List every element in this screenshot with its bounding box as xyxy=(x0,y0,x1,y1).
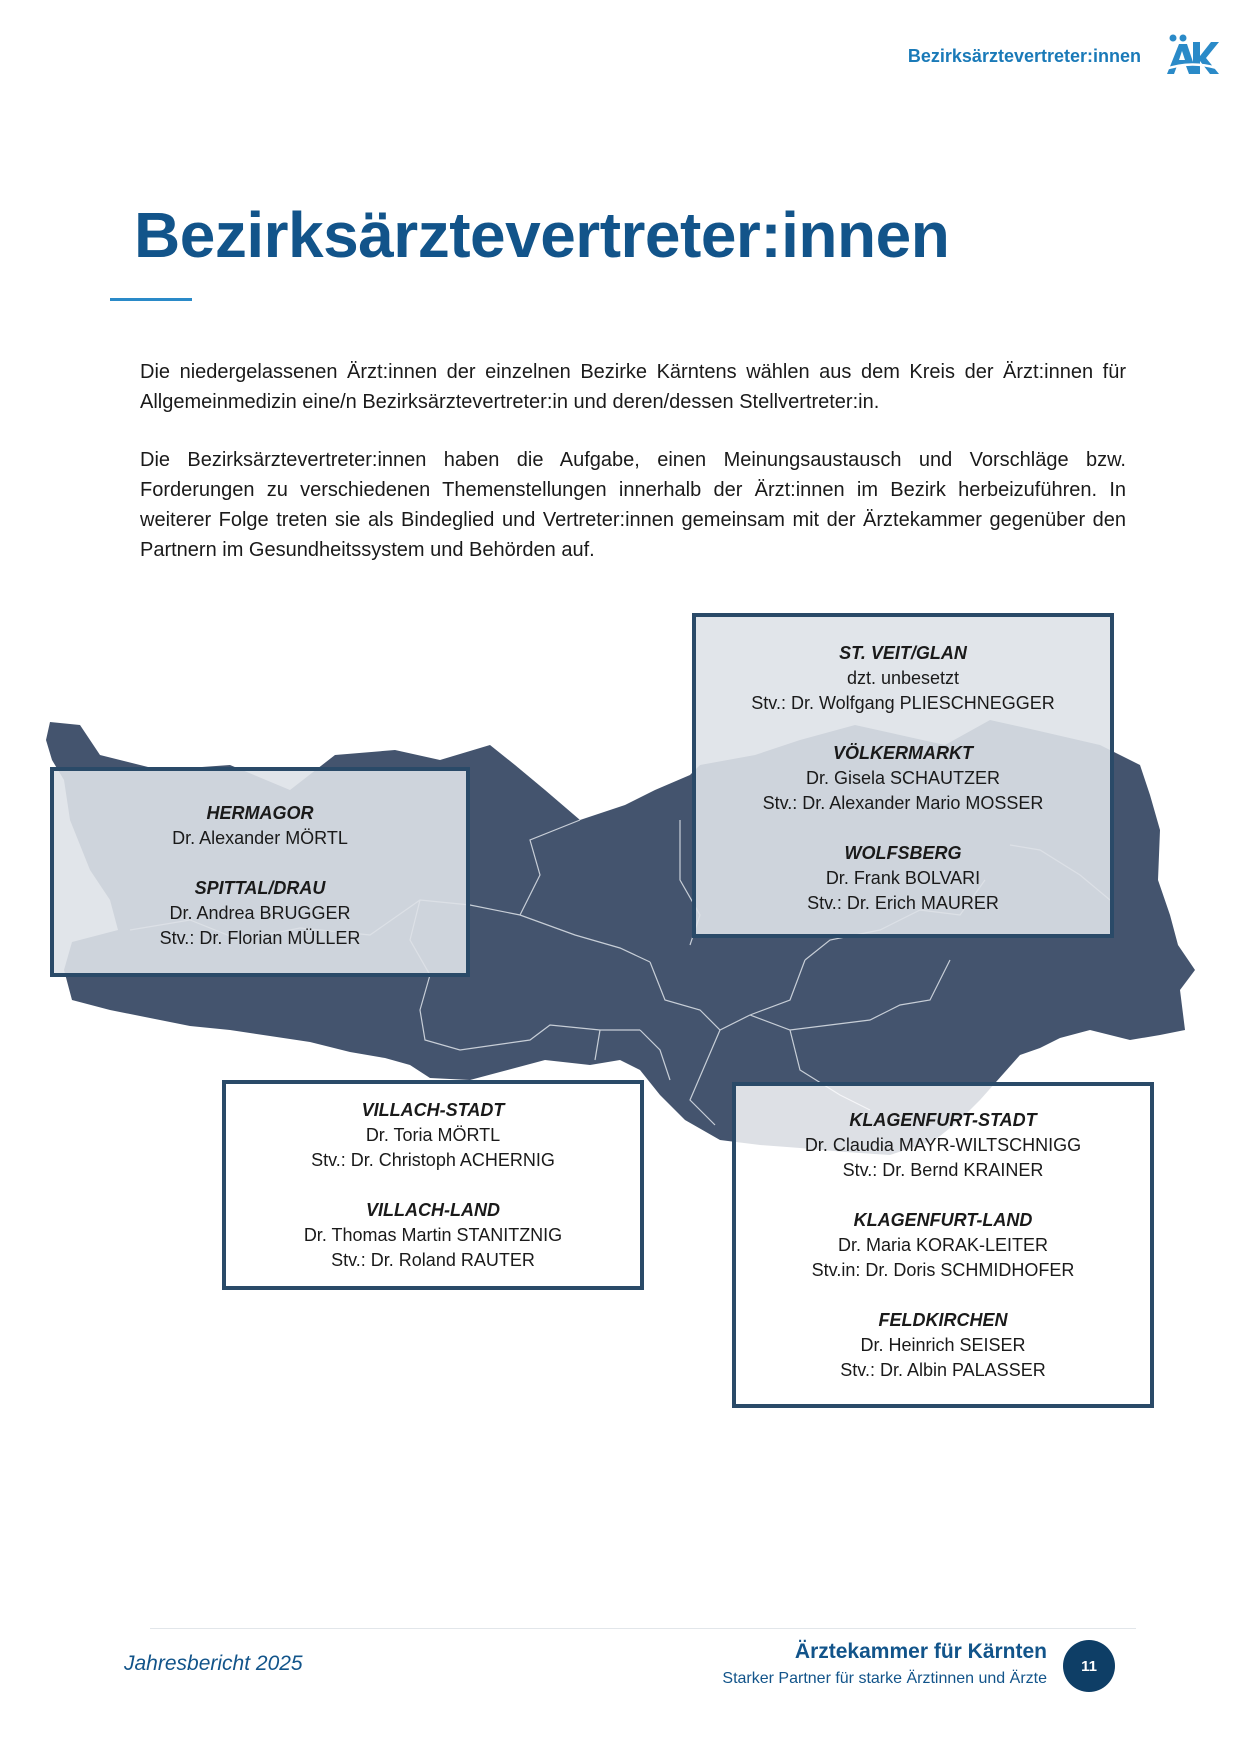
district-representative: Dr. Gisela SCHAUTZER xyxy=(805,768,1001,788)
district-entry xyxy=(226,1198,640,1273)
district-representative: Dr. Maria KORAK-LEITER xyxy=(837,1235,1049,1255)
page-title: Bezirksärztevertreter:innen xyxy=(134,199,950,271)
district-representative: Stv.: Dr. Christoph ACHERNIG xyxy=(311,1150,555,1170)
district-entry xyxy=(736,1308,1150,1383)
district-representative: Dr. Thomas Martin STANITZNIG xyxy=(303,1225,563,1245)
district-representative: Dr. Andrea BRUGGER xyxy=(169,903,351,923)
footer-report-title: Jahresbericht 2025 xyxy=(124,1652,303,1675)
district-name: KLAGENFURT-STADT xyxy=(849,1110,1037,1130)
district-representative: dzt. unbesetzt xyxy=(846,668,960,688)
district-representative: Stv.: Dr. Bernd KRAINER xyxy=(842,1160,1044,1180)
running-header-title: Bezirksärztevertreter:innen xyxy=(907,46,1141,66)
district-representative: Stv.: Dr. Albin PALASSER xyxy=(840,1360,1046,1380)
district-name: ST. VEIT/GLAN xyxy=(839,643,967,663)
title-underline xyxy=(110,298,192,301)
district-representative: Dr. Heinrich SEISER xyxy=(860,1335,1026,1355)
aerztekammer-logo xyxy=(1159,30,1219,80)
page-number: 11 xyxy=(1063,1640,1115,1692)
box-northwest xyxy=(50,767,470,977)
district-entry xyxy=(736,1208,1150,1283)
district-entry xyxy=(54,801,466,851)
district-name: WOLFSBERG xyxy=(844,843,962,863)
district-name: VÖLKERMARKT xyxy=(833,743,973,763)
district-entry xyxy=(696,641,1110,716)
intro-text xyxy=(140,357,1126,593)
district-representative: Stv.: Dr. Wolfgang PLIESCHNEGGER xyxy=(751,693,1055,713)
district-representative: Dr. Claudia MAYR-WILTSCHNIGG xyxy=(804,1135,1082,1155)
district-representative: Dr. Alexander MÖRTL xyxy=(172,828,348,848)
intro-paragraph-2: Die Bezirksärztevertreter:innen haben die Aufgabe, einen Meinungsaustausch und Vorschläge bzw. Forderungen zu verschiedenen Themenstellungen innerhalb der Ärzt:innen im Bezirk herbeizuführen. In weiterer Folge treten sie als Bindeglied und Vertreter:innen gemeinsam mit der Ärztekammer gegenüber den Partnern im Gesundheitssystem und Behörden auf. xyxy=(140,449,1126,561)
intro-paragraph-1: Die niedergelassenen Ärzt:innen der einzelnen Bezirke Kärntens wählen aus dem Kreis der Ärzt:innen für Allgemeinmedizin eine/n Bezirksärztevertreter:in und deren/dessen Stellvertreter:in. xyxy=(140,361,1126,413)
box-southwest xyxy=(222,1080,644,1290)
district-name: HERMAGOR xyxy=(206,803,314,823)
district-representative: Stv.in: Dr. Doris SCHMIDHOFER xyxy=(811,1260,1075,1280)
logo-text: ÄK xyxy=(1159,30,1161,31)
footer-organization: Ärztekammer für Kärnten xyxy=(794,1640,1047,1663)
district-entry xyxy=(736,1108,1150,1183)
district-entry xyxy=(54,876,466,951)
footer-divider xyxy=(150,1628,1136,1629)
district-name: VILLACH-STADT xyxy=(361,1100,505,1120)
district-name: FELDKIRCHEN xyxy=(878,1310,1008,1330)
district-representative: Dr. Frank BOLVARI xyxy=(825,868,981,888)
district-name: SPITTAL/DRAU xyxy=(194,878,326,898)
district-name: VILLACH-LAND xyxy=(366,1200,500,1220)
district-representative: Stv.: Dr. Florian MÜLLER xyxy=(159,928,361,948)
district-entry xyxy=(226,1098,640,1173)
box-northeast xyxy=(692,613,1114,938)
box-southeast xyxy=(732,1082,1154,1408)
district-entry xyxy=(696,741,1110,816)
district-representative: Dr. Toria MÖRTL xyxy=(365,1125,501,1145)
district-representative: Stv.: Dr. Alexander Mario MOSSER xyxy=(762,793,1044,813)
district-representative: Stv.: Dr. Roland RAUTER xyxy=(331,1250,535,1270)
district-representative: Stv.: Dr. Erich MAURER xyxy=(807,893,999,913)
district-entry xyxy=(696,841,1110,916)
district-name: KLAGENFURT-LAND xyxy=(853,1210,1033,1230)
footer-tagline: Starker Partner für starke Ärztinnen und Ärzte xyxy=(722,1670,1047,1687)
